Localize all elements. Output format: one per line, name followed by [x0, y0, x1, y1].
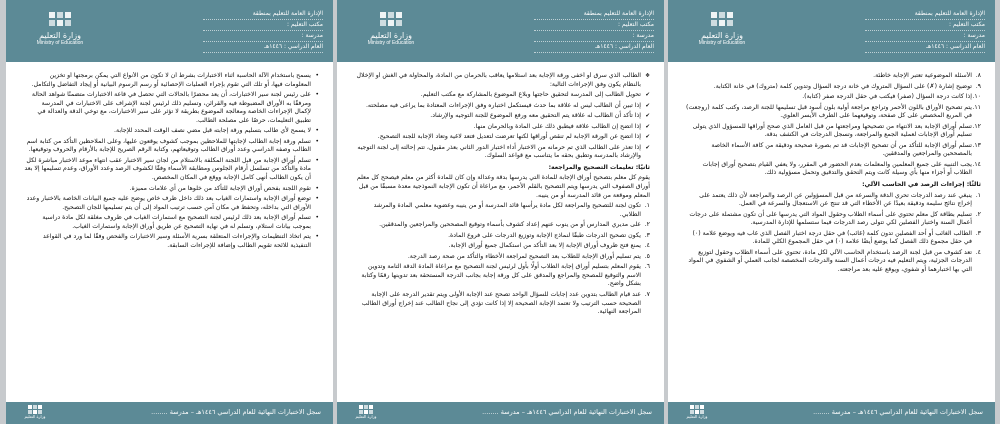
item-number: ١٤.	[972, 160, 981, 168]
bullet-item: • توضع أوراق الإجابة واستمارات الغياب بعد ذلك داخل ظرف خاص يوضح عليه جميع البيانات الخاصة بالاختبار وعدد الأوراق التي بداخله، وتحفظ في مكان آمن حسب ترتيب المواد إلى أن يتم تسليمها للجان التصحيح.	[24, 195, 319, 212]
item-text: تسليم بطاقة كل معلم تحتوي على أسماء الطلاب وحقول المواد التي يدرسها على أن تكون مشتملة على درجات أعمال السنة واختبار الفصلين لكي تتولى رصد الدرجات فيما ستسلمها للإدارة المدرسية.	[689, 210, 972, 227]
ministry-logo	[20, 10, 100, 50]
logo-english-text: Ministry of Education	[698, 40, 746, 46]
item-text: يتم تسليم أوراق الإجابة للطلاب بعد التصحيح لمراجعة الأخطاء والتأكد من صحة رصد الدرجة.	[407, 252, 641, 260]
page-header	[6, 0, 333, 62]
numbered-item	[686, 161, 981, 178]
ministry-emblem-icon	[378, 10, 404, 30]
bullet-item: • تسلم ورقة إجابة الطالب لإجابتها للملاحظين بموجب كشوف يوقعون عليها، وعلى الملاحظين التأكد من كتابة اسم الطالب وصفه الدراسي وعدد أوراق الطالب وتوقيعاتهم، وكتابة الرقم الصريح للإجابة بالأرقام والحروف وتوقيعها.	[24, 138, 319, 155]
footer-text: سجل الاختبارات النهائية للعام الدراسي ١٤٤٦هـ – مدرسة ........	[151, 408, 321, 416]
item-number: ٨.	[975, 72, 981, 79]
item-text: يتم تصحيح الأوراق باللون الأحمر وتراجع مراجعة أولية بلون أسود قبل تسليمها للجنة الرصد، وكتب كلمة (روجعت) في المربع المخصص على كل صفحة، وتوقيعهما على الطرف الأيسر العلوي.	[686, 103, 972, 120]
numbered-item	[686, 230, 981, 247]
page-footer	[6, 402, 333, 424]
bullet-item: • تسلم أوراق الإجابة بعد ذلك لرئيس لجنة التصحيح مع استمارات الغياب في ظروف مغلقة لكل مادة دراسية بموجب بيانات استلام، وتسلم له في نهاية التصحيح عن طريق أوراق الإجابة واستمارات الغياب.	[24, 214, 319, 231]
page-header	[337, 0, 664, 62]
logo-arabic-text: وزارة التعليم	[701, 31, 743, 40]
item-text: إذا كانت درجة السؤال (صفر) فيكتب في حقل الدرجة صفر (كتابة).	[802, 93, 972, 101]
document-page-3	[668, 0, 995, 424]
ministry-emblem-icon	[709, 10, 735, 30]
check-item: ✔ إذا اتضح إن الطالب علاقة فيطبق ذلك على المادة وبالحرمان منها.	[355, 123, 650, 132]
item-number: ٤.	[975, 248, 981, 256]
footer-emblem-icon	[690, 405, 704, 414]
check-item: ✔ إذا اتضح عن الورقة الإجابة لم تنقص أوراقها لكنها تعرضت لتعديل فتعد لاغية وتعاد الإجابة للجنة التصحيح.	[355, 133, 650, 142]
item-text: توضيح إشارة (✗) على السؤال المتروك في خانة درجة السؤال وتدوين كلمة (متروك) في خانة الكتابة.	[713, 82, 972, 90]
item-number: ٤.	[644, 242, 650, 250]
ministry-logo	[682, 10, 762, 50]
check-item: ✔ تحويل الطالب إلى المدرسة لتحقيق حاجتها وبلاغ الموضوع بالمشاركة مع مكتب التعليم.	[355, 91, 650, 100]
page-content	[355, 72, 650, 394]
header-field-school: مدرسة :	[534, 31, 654, 42]
item-text: ينبغي عند رصد الدرجات تحري الدقة والسرعة من قبل المسؤولين عن الرصد والمراجعة لأن ذلك يعتمد على إخراج نتائج سليمة ودقيقة بعيدًا عن الأخطاء التي قد تنتج عن الاستعجال والسرعة في العمل.	[699, 191, 972, 208]
header-fields	[534, 9, 654, 53]
header-field-school: مدرسة :	[865, 31, 985, 42]
item-text: الأسئلة الموضوعية تعتبر الإجابة خاطئة.	[873, 72, 972, 79]
numbered-item	[355, 202, 650, 219]
item-text: يقوم المعلم بتسليم أوراق إجابة الطلاب أولًا بأول لرئيس لجنة التصحيح مع مراعاة المادة الدقة التامة وتدوين الاسم والتوقيع للمصحح والمراجع والمدقق على كل ورقة إجابة بجانب الدرجة المستحقة بعد تدوينها رقمًا وكتابة بشكل واضح.	[361, 263, 641, 288]
item-number: ١.	[975, 191, 981, 199]
plain-item: يقوم كل معلم بتصحيح أوراق الإجابة للمادة التي يدرسها بدقة وعدالة وإن كان للمادة أكثر من معلم فيصحح كل معلم أوراق الصفوف التي يدرسها ويتم التصحيح بالقلم الأحمر، مع مراعاة أن تكون الإجابة النموذجية معدة مسبقًا من قبل المعلم وموقعة من قائد المدرسة أو من ينيبه.	[356, 174, 650, 199]
logo-english-text: Ministry of Education	[367, 40, 415, 46]
numbered-item	[686, 249, 981, 275]
header-field-office: مكتب التعليم :	[865, 20, 985, 31]
item-text: يجب التنبيه على جميع المعلمين والمعلمات بعدم الحضور في المقرر، ولا يعفي القيام بتصحيح أوراق إجابات الطلاب أو أجزاء منها بأي وسيلة كانت ويتم التحقق والتدقيق وتحمل مسؤولية ذلك.	[702, 160, 972, 177]
header-field-office: مكتب التعليم :	[203, 20, 323, 31]
numbered-item	[686, 123, 981, 140]
page-footer	[668, 402, 995, 424]
bullet-item: • لا يسمح لأي طالب بتسليم ورقة إجابته قبل مضي نصف الوقت المحدد للإجابة.	[24, 127, 319, 136]
document-page-2	[337, 0, 664, 424]
numbered-item	[355, 291, 650, 317]
header-field-directorate: الإدارة العامة للتعليم بمنطقة	[203, 9, 323, 20]
item-text: الطالب الغائب أو أحد الفصلين تدون كلمة (غائب) في حقل درجة اختبار الفصل الذي غاب فيه ويوضع علامة (٠) في حقل مجموع ذلك الفصل كما يوضع أيضًا علامة (٠) في حقل المجموع الكلي للمادة.	[692, 229, 972, 246]
header-field-directorate: الإدارة العامة للتعليم بمنطقة	[534, 9, 654, 20]
check-item: ✔ إذا تبين أن الطالب ليس له علاقة بما حدث فيستكمل اختباره وفق الإجراءات المعتادة بما يراعى فيه مصلحته.	[355, 102, 650, 111]
page-content	[686, 72, 981, 394]
numbered-item	[686, 211, 981, 228]
footer-text: سجل الاختبارات النهائية للعام الدراسي ١٤٤٦هـ – مدرسة ........	[482, 408, 652, 416]
numbered-item	[355, 221, 650, 230]
header-fields	[865, 9, 985, 53]
item-number: ١٠.	[972, 93, 981, 101]
header-field-school: مدرسة :	[203, 31, 323, 42]
numbered-item	[686, 192, 981, 209]
item-number: ١١.	[972, 103, 981, 111]
footer-logo-text: وزارة التعليم	[686, 414, 708, 419]
section-heading: ثالثًا: إجراءات الرصد في الحاسب الآلي:	[862, 181, 981, 189]
header-field-office: مكتب التعليم :	[534, 20, 654, 31]
bullet-item: • تسلم أوراق الإجابة من قبل اللجنة المكلفة بالاستلام من لجان سير الاختبار عقب انتهاء موعد الاختبار مباشرة لكل مادة والتأكد من تسلسل أرقام الجلوس ومطابقة الأسماء وفقًا لكشوف الرصد وعدد الأوراق، وعدم تسليمها إلا بعد أن يكون الطالب أنهى كامل الإجابة ووقع في المكان المخصص.	[24, 157, 319, 183]
page-content	[24, 72, 319, 394]
numbered-item	[686, 104, 981, 121]
footer-text: سجل الاختبارات النهائية للعام الدراسي ١٤٤٦هـ – مدرسة ........	[813, 408, 983, 416]
item-text: يكون تصحيح الدرجات طبقًا لنماذج الإجابة وتوزيع الدرجات على فروع المادة.	[448, 231, 641, 239]
item-number: ١٢.	[972, 122, 981, 130]
bullet-item: • على رئيس لجنة سير الاختبارات، أن يعد محضرًا بالحالات التي تحصل في قاعة الاختبارات متضمنًا شواهد الحالة ومرفقًا به الأوراق المضبوطة فيه والقرائن، وتسليم ذلك لرئيس لجنة الإشراف على الاختبارات في المدرسة لإكمال الإجراءات الخاصة ومعالجة الموضوع بطريقة لا تؤثر على سير الاختبارات، مع توخي الدقة والعدالة في تطبيق التعليمات، حرصًا على مصلحة الطالب.	[24, 91, 319, 125]
item-number: ٢.	[644, 221, 650, 229]
item-number: ٥.	[644, 252, 650, 260]
item-text: تكون لجنة للتصحيح والمراجعة لكل مادة يرأسها قائد المدرسة أو من ينيبه وعضوية معلمي المادة والمرشد الطلابي.	[373, 202, 641, 218]
numbered-item	[686, 142, 981, 159]
item-number: ٦.	[644, 263, 650, 271]
bullet-item: • يتم اتخاذ التنظيمات والإجراءات المتعلقة بسرية الأسئلة وسير الاختبارات والفحص وفقًا لما ورد في القواعد التنفيذية للائحة تقويم الطالب وإضافة للإجراءات السابقة.	[24, 233, 319, 250]
footer-logo	[347, 405, 385, 421]
footer-logo-text: وزارة التعليم	[355, 414, 377, 419]
bullet-item: • تقوم اللجنة بفحص أوراق الإجابة للتأكد من خلوها من أي علامات مميزة.	[24, 185, 319, 194]
footer-emblem-icon	[359, 405, 373, 414]
logo-english-text: Ministry of Education	[36, 40, 84, 46]
page-footer	[337, 402, 664, 424]
numbered-item	[686, 93, 981, 102]
document-page-1	[6, 0, 333, 424]
item-text: تسلم أوراق الإجابة بعد الانتهاء من تصحيحها ومراجعتها من قبل العامل الذي صحح أوراقها للمسؤول الذي يتولى تسليم أوراق الإجابات لعملية الجمع والمراجعة، وتسجل الدرجات في الكشف بدقة.	[692, 122, 972, 139]
item-text: تعد كشوف من قبل لجنة الرصد باستخدام الحاسب الآلي لكل مادة، تحتوي على أسماء الطلاب وحقول لتوزيع الدرجات الجزئية، ويتم التعليم فيه درجات أعمال السنة والدرجات المخصصة لجانب العملي أو الشفوي في المواد التي بها اختبارهما أو شفوي، ويوقع عليه بعد مراجعته.	[688, 248, 972, 273]
header-fields	[203, 9, 323, 53]
footer-emblem-icon	[28, 405, 42, 414]
item-number: ١٣.	[972, 141, 981, 149]
item-number: ٢.	[975, 210, 981, 218]
ministry-emblem-icon	[47, 10, 73, 30]
numbered-item	[355, 263, 650, 289]
item-text: عند قيام الطالب بتدوين عدد إجابات للسؤال الواحد تصحح عند الإجابة الأولى ويتم تقدير الدرجة على الإجابة الصحيحة حسب الترتيب ولا تعتمد الإجابة الصحيحة إلا إذا كانت تؤدي إلى نجاح الطالب عند إخراج أوراق الطالب المراجعة النهائية.	[361, 291, 641, 316]
numbered-item	[355, 232, 650, 241]
item-number: ٣.	[644, 231, 650, 239]
numbered-item	[355, 242, 650, 251]
header-field-year: العام الدراسي : ١٤٤٦هـ	[534, 42, 654, 53]
numbered-item	[686, 83, 981, 92]
logo-arabic-text: وزارة التعليم	[39, 31, 81, 40]
diamond-item: ❖ الطالب الذي سرق أو أخفى ورقة الإجابة بعد استلامها يعاقب بالحرمان من المادة، والمحاولة في الغش أو الإخلال بالنظام يكون وفق الإجراءات التالية:	[355, 72, 650, 89]
header-field-year: العام الدراسي : ١٤٤٦هـ	[865, 42, 985, 53]
item-number: ٧.	[644, 291, 650, 299]
item-text: يمنع فتح ظروف أوراق الإجابة إلا بعد التأكد من استكمال جميع أوراق الإجابة.	[448, 242, 641, 250]
item-text: تسلم أوراق الإجابة للتأكد من أن تصحيح الإجابات قد تم بصورة صحيحة ودقيقة من كافة الأسماء الخاصة بالمصححين والمراجعين والمدققين.	[711, 141, 972, 158]
logo-arabic-text: وزارة التعليم	[370, 31, 412, 40]
ministry-logo	[351, 10, 431, 50]
footer-logo	[16, 405, 54, 421]
check-item: ✔ إذا تأكد أن الطالب له علاقة يتم التحقيق معه ورفع الموضوع للجنة التوجيه والإرشاد.	[355, 112, 650, 121]
item-number: ٩.	[975, 82, 981, 90]
section-heading: ثانيًا: تعليمات التصحيح والمراجعة:	[548, 163, 650, 171]
item-number: ١.	[644, 202, 650, 210]
item-text: على مديري المدارس أو من ينوب عنهم إعداد كشوف بأسماء وتوقيع المصححين والمراجعين والمدققين.	[379, 221, 641, 229]
header-field-year: العام الدراسي : ١٤٤٦هـ	[203, 42, 323, 53]
page-header	[668, 0, 995, 62]
item-number: ٣.	[975, 229, 981, 237]
numbered-item	[686, 72, 981, 81]
header-field-directorate: الإدارة العامة للتعليم بمنطقة	[865, 9, 985, 20]
bullet-item: • يسمح باستخدام الآلة الحاسبة أثناء الاختبارات بشرط أن لا تكون من الأنواع التي يمكن برمجتها أو تخزين المعلومات فيها، أو تلك التي تقوم بإجراء العمليات الإحصائية أو رسم الرسوم البيانية أو إيجاد التفاضل والتكامل.	[24, 72, 319, 89]
check-item: ✔ إذا تعذر على الطالب الذي تم حرمانه من الاختبار أداء اختبار الدور الثاني بعذر مقبول، تتم إحالته إلى لجنة التوجيه والإرشاد بالمدرسة وتطبق بحقه ما يتناسب مع قواعد السلوك.	[355, 144, 650, 161]
numbered-item	[355, 253, 650, 262]
footer-logo	[678, 405, 716, 421]
footer-logo-text: وزارة التعليم	[24, 414, 46, 419]
